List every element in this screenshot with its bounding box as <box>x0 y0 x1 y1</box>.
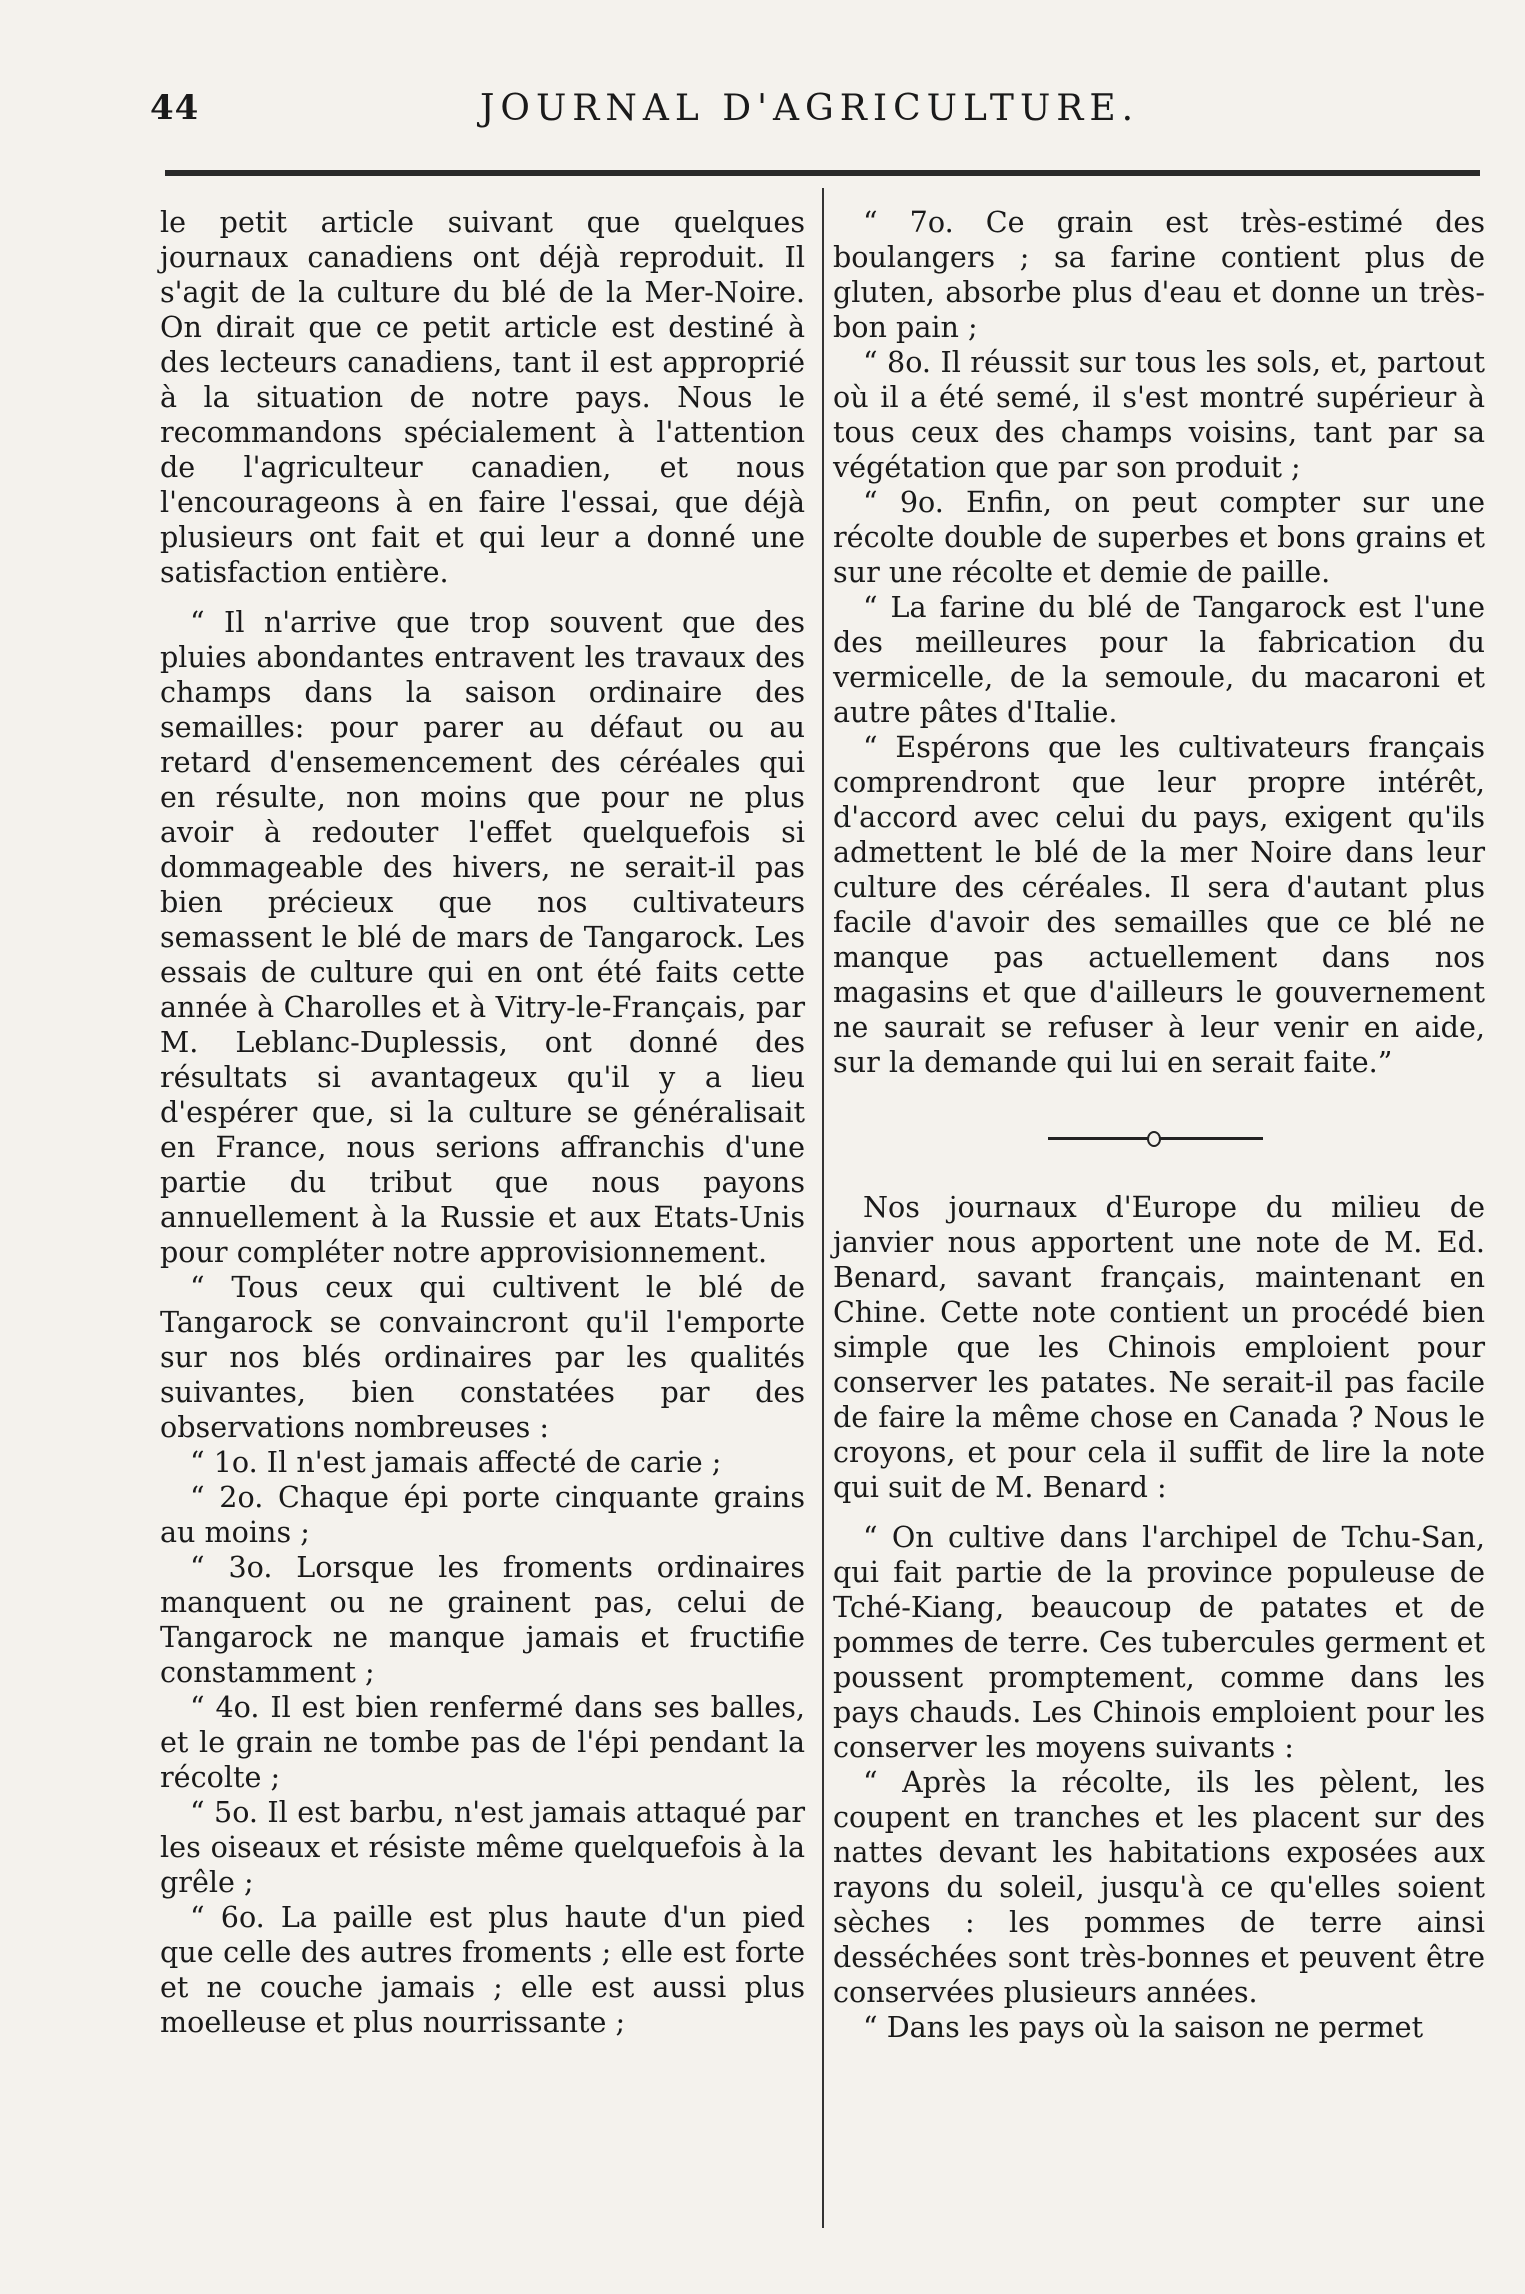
paragraph: “ Espérons que les cultivateurs français comprendront que leur propre intérêt, d'accord avec celui du pays, exigent qu'ils admettent le blé de la mer Noire dans leur culture des céréales. Il sera d'autant plus facile d'avoir des semailles que ce blé ne manque pas actuellement dans nos magasins et que d'ailleurs le gouvernement ne saurait se refuser à leur venir en aide, sur la demande qui lui en serait faite.” <box>833 730 1485 1079</box>
list-item: “ 6o. La paille est plus haute d'un pied que celle des autres froments ; elle est forte et ne couche jamais ; elle est aussi plus moelleuse et plus nourrissante ; <box>160 1900 805 2039</box>
section-separator <box>833 1105 1485 1175</box>
list-item: “ 9o. Enfin, on peut compter sur une récolte double de superbes et bons grains et sur une récolte et demie de paille. <box>833 485 1485 589</box>
header-rule <box>165 170 1480 176</box>
list-item: “ 1o. Il n'est jamais affecté de carie ; <box>190 1445 722 1479</box>
left-column <box>160 205 805 2040</box>
paragraph: “ Il n'arrive que trop souvent que des pluies abondantes entravent les travaux des champs dans la saison ordinaire des semailles: pour parer au défaut ou au retard d'ensemencement des céréales qui en résulte, non moins que pour ne plus avoir à redouter l'effet quelquefois si dommageable des hivers, ne serait-il pas bien précieux que nos cultivateurs semassent le blé de mars de Tangarock. Les essais de culture qui en ont été faits cette année à Charolles et à Vitry-le-Français, par M. Leblanc-Duplessis, ont donné des résultats si avantageux qu'il y a lieu d'espérer que, si la culture se généralisait en France, nous serions affranchis d'une partie du tribut que nous payons annuellement à la Russie et aux Etats-Unis pour compléter notre approvisionnement. <box>160 605 805 1269</box>
paragraph: Nos journaux d'Europe du milieu de janvier nous apportent une note de M. Ed. Benard, savant français, maintenant en Chine. Cette note contient un procédé bien simple que les Chinois emploient pour conserver les patates. Ne serait-il pas facile de faire la même chose en Canada ? Nous le croyons, et pour cela il suffit de lire la note qui suit de M. Benard : <box>833 1190 1485 1504</box>
list-item: “ 7o. Ce grain est très-estimé des boulangers ; sa farine contient plus de gluten, absorbe plus d'eau et donne un très-bon pain ; <box>833 205 1485 344</box>
paragraph: “ Dans les pays où la saison ne permet <box>863 2010 1424 2044</box>
running-title: JOURNAL D'AGRICULTURE. <box>480 88 1140 129</box>
paragraph: “ La farine du blé de Tangarock est l'une des meilleures pour la fabrication du vermicelle, de la semoule, du macaroni et autre pâtes d'Italie. <box>833 590 1485 729</box>
paragraph: “ On cultive dans l'archipel de Tchu-San, qui fait partie de la province populeuse de Tché-Kiang, beaucoup de patates et de pommes de terre. Ces tubercules germent et poussent promptement, comme dans les pays chauds. Les Chinois emploient pour les conserver les moyens suivants : <box>833 1520 1485 1764</box>
list-item: “ 3o. Lorsque les froments ordinaires manquent ou ne grainent pas, celui de Tangarock ne manque jamais et fructifie constamment ; <box>160 1550 805 1689</box>
paragraph: le petit article suivant que quelques journaux canadiens ont déjà reproduit. Il s'agit de la culture du blé de la Mer-Noire. On dirait que ce petit article est destiné à des lecteurs canadiens, tant il est approprié à la situation de notre pays. Nous le recommandons spécialement à l'attention de l'agriculteur canadien, et nous l'encourageons à en faire l'essai, que déjà plusieurs ont fait et qui leur a donné une satisfaction entière. <box>160 205 805 589</box>
page-number: 44 <box>150 88 200 128</box>
page-header <box>150 88 1490 148</box>
list-item: “ 2o. Chaque épi porte cinquante grains au moins ; <box>160 1480 805 1549</box>
list-item: “ 5o. Il est barbu, n'est jamais attaqué par les oiseaux et résiste même quelquefois à la grêle ; <box>160 1795 805 1899</box>
separator-ornament <box>1147 1131 1161 1147</box>
column-divider <box>822 188 824 2228</box>
list-item: “ 4o. Il est bien renfermé dans ses balles, et le grain ne tombe pas de l'épi pendant la récolte ; <box>160 1690 805 1794</box>
paragraph: “ Après la récolte, ils les pèlent, les coupent en tranches et les placent sur des nattes devant les habitations exposées aux rayons du soleil, jusqu'à ce qu'elles soient sèches : les pommes de terre ainsi desséchées sont très-bonnes et peuvent être conservées plusieurs années. <box>833 1765 1485 2009</box>
right-column <box>833 205 1485 2045</box>
list-item: “ 8o. Il réussit sur tous les sols, et, partout où il a été semé, il s'est montré supérieur à tous ceux des champs voisins, tant par sa végétation que par son produit ; <box>833 345 1485 484</box>
paragraph: “ Tous ceux qui cultivent le blé de Tangarock se convaincront qu'il l'emporte sur nos blés ordinaires par les qualités suivantes, bien constatées par des observations nombreuses : <box>160 1270 805 1444</box>
